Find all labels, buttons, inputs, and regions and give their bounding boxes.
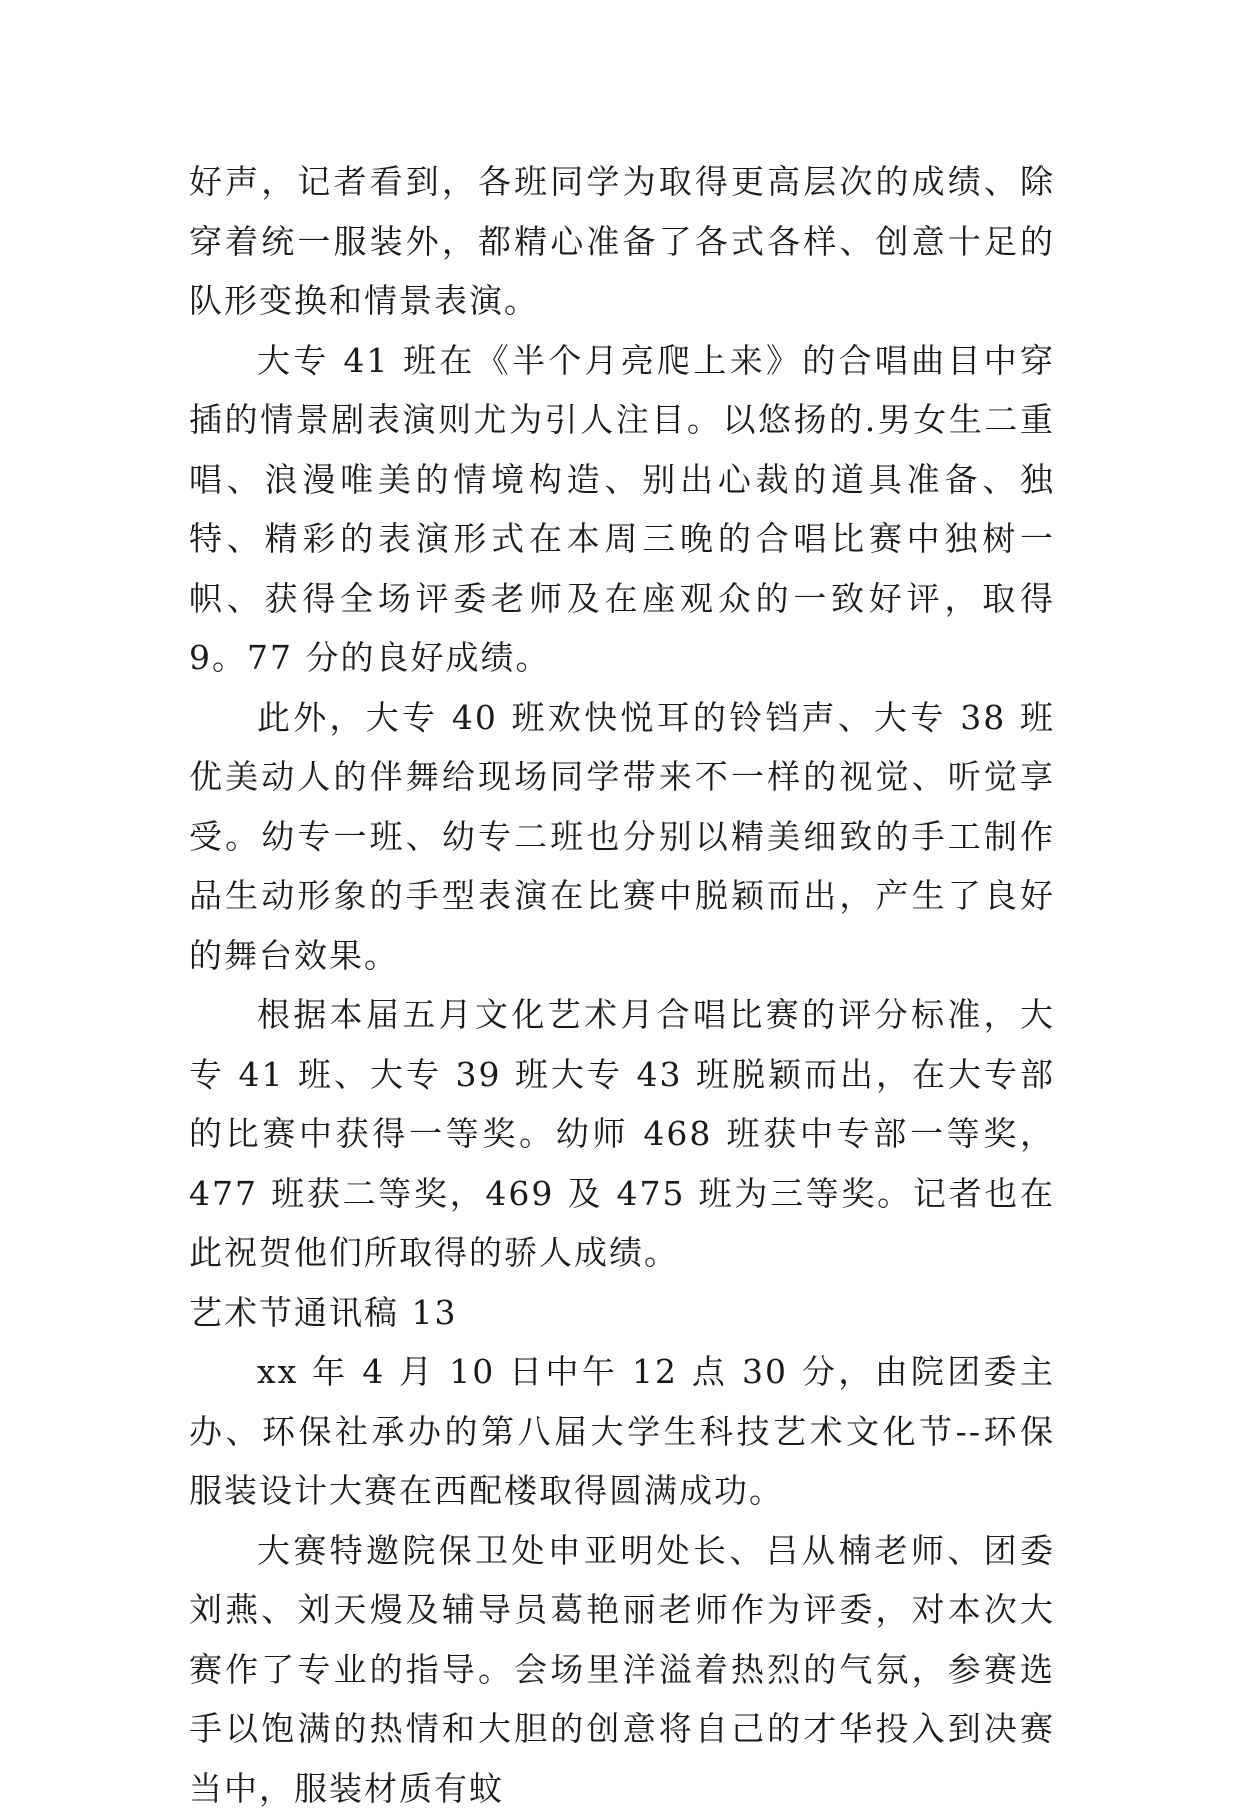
paragraph-1: 好声，记者看到，各班同学为取得更高层次的成绩、除穿着统一服装外，都精心准备了各式各样、创意十足的队形变换和情景表演。 — [189, 152, 1055, 331]
paragraph-6: xx 年 4 月 10 日中午 12 点 30 分，由院团委主办、环保社承办的第八届大学生科技艺术文化节--环保服装设计大赛在西配楼取得圆满成功。 — [189, 1342, 1055, 1521]
paragraph-3: 此外，大专 40 班欢快悦耳的铃铛声、大专 38 班优美动人的伴舞给现场同学带来不一样的视觉、听觉享受。幼专一班、幼专二班也分别以精美细致的手工制作品生动形象的手型表演在比赛中脱颖而出，产生了良好的舞台效果。 — [189, 688, 1055, 986]
paragraph-7: 大赛特邀院保卫处申亚明处长、吕从楠老师、团委刘燕、刘天熳及辅导员葛艳丽老师作为评委，对本次大赛作了专业的指导。会场里洋溢着热烈的气氛，参赛选手以饱满的热情和大胆的创意将自己的才华投入到决赛当中，服装材质有蚊 — [189, 1521, 1055, 1818]
paragraph-2: 大专 41 班在《半个月亮爬上来》的合唱曲目中穿插的情景剧表演则尤为引人注目。以悠扬的.男女生二重唱、浪漫唯美的情境构造、别出心裁的道具准备、独特、精彩的表演形式在本周三晚的合唱比赛中独树一帜、获得全场评委老师及在座观众的一致好评，取得 9。77 分的良好成绩。 — [189, 331, 1055, 688]
paragraph-4: 根据本届五月文化艺术月合唱比赛的评分标准，大专 41 班、大专 39 班大专 43 班脱颖而出，在大专部的比赛中获得一等奖。幼师 468 班获中专部一等奖，477 班获二等奖，469 及 475 班为三等奖。记者也在此祝贺他们所取得的骄人成绩。 — [189, 985, 1055, 1283]
section-title: 艺术节通讯稿 13 — [189, 1283, 1055, 1343]
document-body — [189, 152, 1055, 1818]
